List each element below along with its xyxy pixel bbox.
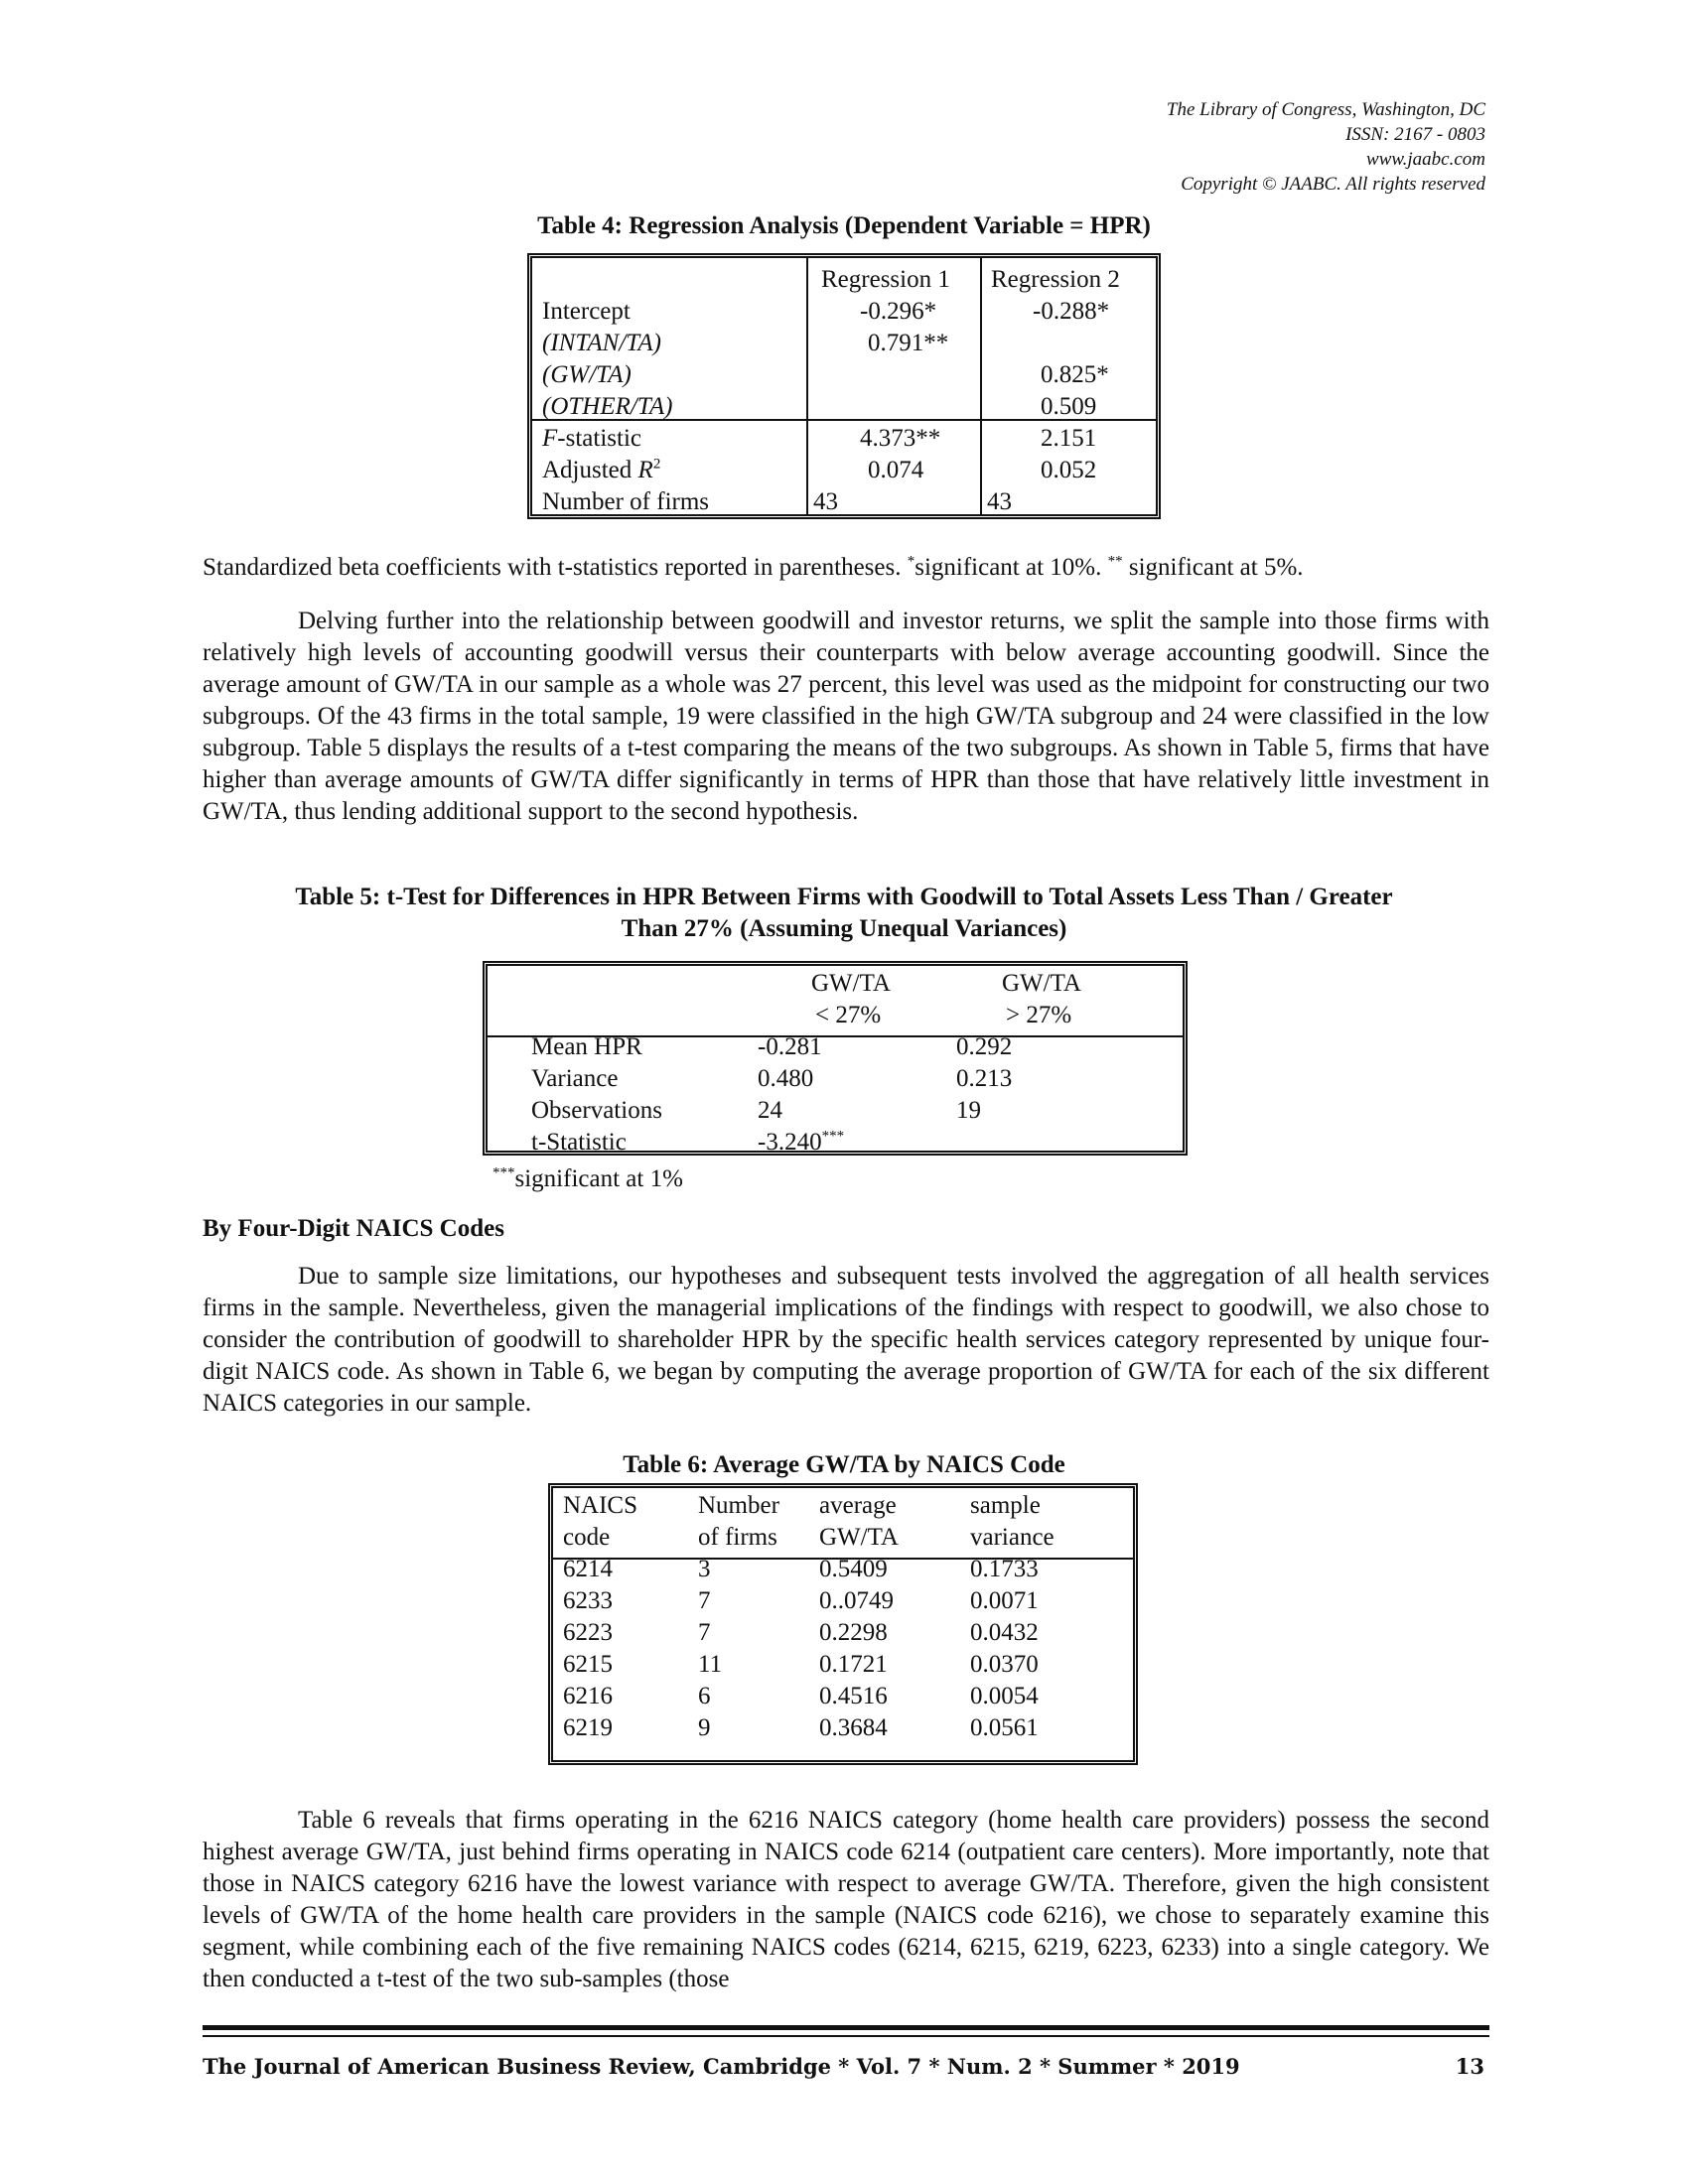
- header-line-copyright: Copyright © JAABC. All rights reserved: [1181, 174, 1485, 195]
- header-line-website: www.jaabc.com: [1366, 149, 1485, 170]
- table5-caption: Than 27% (Assuming Unequal Variances): [621, 915, 1067, 942]
- table6-col-header: average: [819, 1492, 897, 1519]
- r-squared-sup: 2: [652, 456, 661, 473]
- table5-row-label: t-Statistic: [531, 1129, 627, 1156]
- running-header: [1167, 97, 1485, 197]
- table5-footnote: ***significant at 1%: [492, 1164, 683, 1192]
- table6-cell: 7: [698, 1587, 711, 1614]
- table5-cell: -0.281: [758, 1033, 822, 1060]
- table4-row-label: Intercept: [542, 298, 631, 325]
- table6-cell: 0.2298: [819, 1619, 888, 1646]
- table6-cell: 6219: [563, 1714, 613, 1741]
- table6-cell: 6: [698, 1683, 711, 1709]
- table5-row-label: Mean HPR: [531, 1033, 642, 1060]
- table4-cell: 0.791**: [868, 330, 949, 356]
- header-line-library: The Library of Congress, Washington, DC: [1166, 99, 1485, 120]
- section-heading: By Four-Digit NAICS Codes: [203, 1215, 504, 1242]
- table4-row-label: (GW/TA): [542, 361, 632, 388]
- table4-cell: 0.825*: [1041, 361, 1109, 388]
- header-line-issn: ISSN: 2167 - 0803: [1345, 124, 1485, 145]
- table5: [483, 961, 1188, 1156]
- footer-rule: [203, 2025, 1489, 2030]
- table6-col-header: NAICS: [563, 1492, 638, 1519]
- table6-cell: 0.1721: [819, 1651, 888, 1678]
- table6-col-header: GW/TA: [819, 1524, 899, 1551]
- paragraph: Delving further into the relationship between goodwill and investor returns, we split the sample into those firms with relatively high levels of accounting goodwill versus their counterparts with below average accounting goodwill. Since the average amount of GW/TA in our sample as a whole was 27 percent, this level was used as the midpoint for constructing our two subgroups. Of the 43 firms in the total sample, 19 were classified in the high GW/TA subgroup and 24 were classified in the low subgroup. Table 5 displays the results of a t-test comparing the means of the two subgroups. As shown in Table 5, firms that have higher than average amounts of GW/TA differ significantly in terms of HPR than those that have relatively little investment in GW/TA, thus lending additional support to the second hypothesis.: [203, 608, 1489, 825]
- table4-cell: 0.509: [1041, 393, 1097, 420]
- table4-footnote: Standardized beta coefficients with t-statistics reported in parentheses. *significant at 10%. ** significant at 5%.: [203, 553, 1304, 581]
- table6-cell: 7: [698, 1619, 711, 1646]
- table4: [527, 253, 1161, 519]
- table4-caption: Table 4: Regression Analysis (Dependent Variable = HPR): [537, 212, 1151, 239]
- table5-col-header: > 27%: [1006, 1002, 1072, 1028]
- table4-row-label: Adjusted $R^2$: [542, 456, 661, 483]
- table6-cell: 6223: [563, 1619, 613, 1646]
- table4-row-label: Number of firms: [542, 488, 710, 515]
- table6-cell: 0.3684: [819, 1714, 888, 1741]
- table5-caption: Table 5: t-Test for Differences in HPR Between Firms with Goodwill to Total Assets Less Than / Greater: [295, 884, 1393, 910]
- table4-row-label: (OTHER/TA): [542, 393, 673, 420]
- table6-cell: 0.0432: [970, 1619, 1039, 1646]
- table5-cell: 0.213: [956, 1065, 1013, 1092]
- table4-cell: 0.074: [868, 457, 924, 483]
- table6-cell: 6216: [563, 1683, 613, 1709]
- paragraph: Due to sample size limitations, our hypotheses and subsequent tests involved the aggregation of all health services firms in the sample. Nevertheless, given the managerial implications of the findings with respect to goodwill, we also chose to consider the contribution of goodwill to shareholder HPR by the specific health services category represented by unique four-digit NAICS code. As shown in Table 6, we began by computing the average proportion of GW/TA for each of the six different NAICS categories in our sample.: [203, 1263, 1489, 1417]
- table6-cell: 9: [698, 1714, 711, 1741]
- table4-cell: 4.373**: [860, 425, 941, 452]
- table4-divider: [980, 258, 982, 514]
- table4-cell: 0.052: [1041, 457, 1097, 483]
- table6-cell: 0.0370: [970, 1651, 1039, 1678]
- table6-cell: 6215: [563, 1651, 613, 1678]
- table5-row-label: Variance: [531, 1065, 619, 1092]
- table4-cell: -0.296*: [860, 298, 937, 325]
- table6-cell: 0.4516: [819, 1683, 888, 1709]
- journal-footer: The Journal of American Business Review, Cambridge * Vol. 7 * Num. 2 * Summer * 2019: [203, 2054, 1240, 2079]
- table6-col-header: sample: [970, 1492, 1041, 1519]
- table4-row-label: (INTAN/TA): [542, 330, 661, 356]
- table6-col-header: Number: [698, 1492, 779, 1519]
- table4-cell: 2.151: [1041, 425, 1097, 452]
- table6-cell: 6233: [563, 1587, 613, 1614]
- table6-cell: 3: [698, 1556, 711, 1582]
- table6: [548, 1483, 1138, 1765]
- table5-cell: 0.480: [758, 1065, 814, 1092]
- table5-cell: -3.240***: [758, 1128, 845, 1156]
- table6-cell: 0.0054: [970, 1683, 1039, 1709]
- table5-cell: 24: [758, 1097, 782, 1124]
- table6-col-header: variance: [970, 1524, 1055, 1551]
- table5-cell: 0.292: [956, 1033, 1013, 1060]
- table5-col-header: GW/TA: [811, 970, 891, 997]
- table4-row-label: F-statistic: [542, 425, 641, 452]
- table6-col-header: of firms: [698, 1524, 777, 1551]
- table4-divider: [806, 258, 808, 514]
- table4-col-header: Regression 1: [821, 266, 950, 293]
- table6-col-header: code: [563, 1524, 611, 1551]
- table4-cell: 43: [987, 488, 1012, 515]
- table6-cell: 6214: [563, 1556, 613, 1582]
- table4-cell: -0.288*: [1033, 298, 1110, 325]
- table6-cell: 11: [698, 1651, 723, 1678]
- table6-cell: 0.0071: [970, 1587, 1039, 1614]
- table5-col-header: GW/TA: [1002, 970, 1081, 997]
- table5-row-label: Observations: [531, 1097, 662, 1124]
- table6-cell: 0.0561: [970, 1714, 1039, 1741]
- table6-caption: Table 6: Average GW/TA by NAICS Code: [623, 1451, 1065, 1478]
- table4-col-header: Regression 2: [991, 266, 1120, 293]
- table6-cell: 0.1733: [970, 1556, 1039, 1582]
- table6-cell: 0..0749: [819, 1587, 894, 1614]
- table5-cell: 19: [956, 1097, 981, 1124]
- table4-cell: 43: [813, 488, 838, 515]
- footer-rule: [203, 2035, 1489, 2037]
- table6-cell: 0.5409: [819, 1556, 888, 1582]
- page-number: 13: [1455, 2054, 1484, 2079]
- paragraph: Table 6 reveals that firms operating in the 6216 NAICS category (home health care providers) possess the second highest average GW/TA, just behind firms operating in NAICS code 6214 (outpatient care centers). More importantly, note that those in NAICS category 6216 have the lowest variance with respect to average GW/TA. Therefore, given the high consistent levels of GW/TA of the home health care providers in the sample (NAICS code 6216), we chose to separately examine this segment, while combining each of the five remaining NAICS codes (6214, 6215, 6219, 6223, 6233) into a single category. We then conducted a t-test of the two sub-samples (those: [203, 1807, 1489, 1992]
- table5-col-header: < 27%: [815, 1002, 882, 1028]
